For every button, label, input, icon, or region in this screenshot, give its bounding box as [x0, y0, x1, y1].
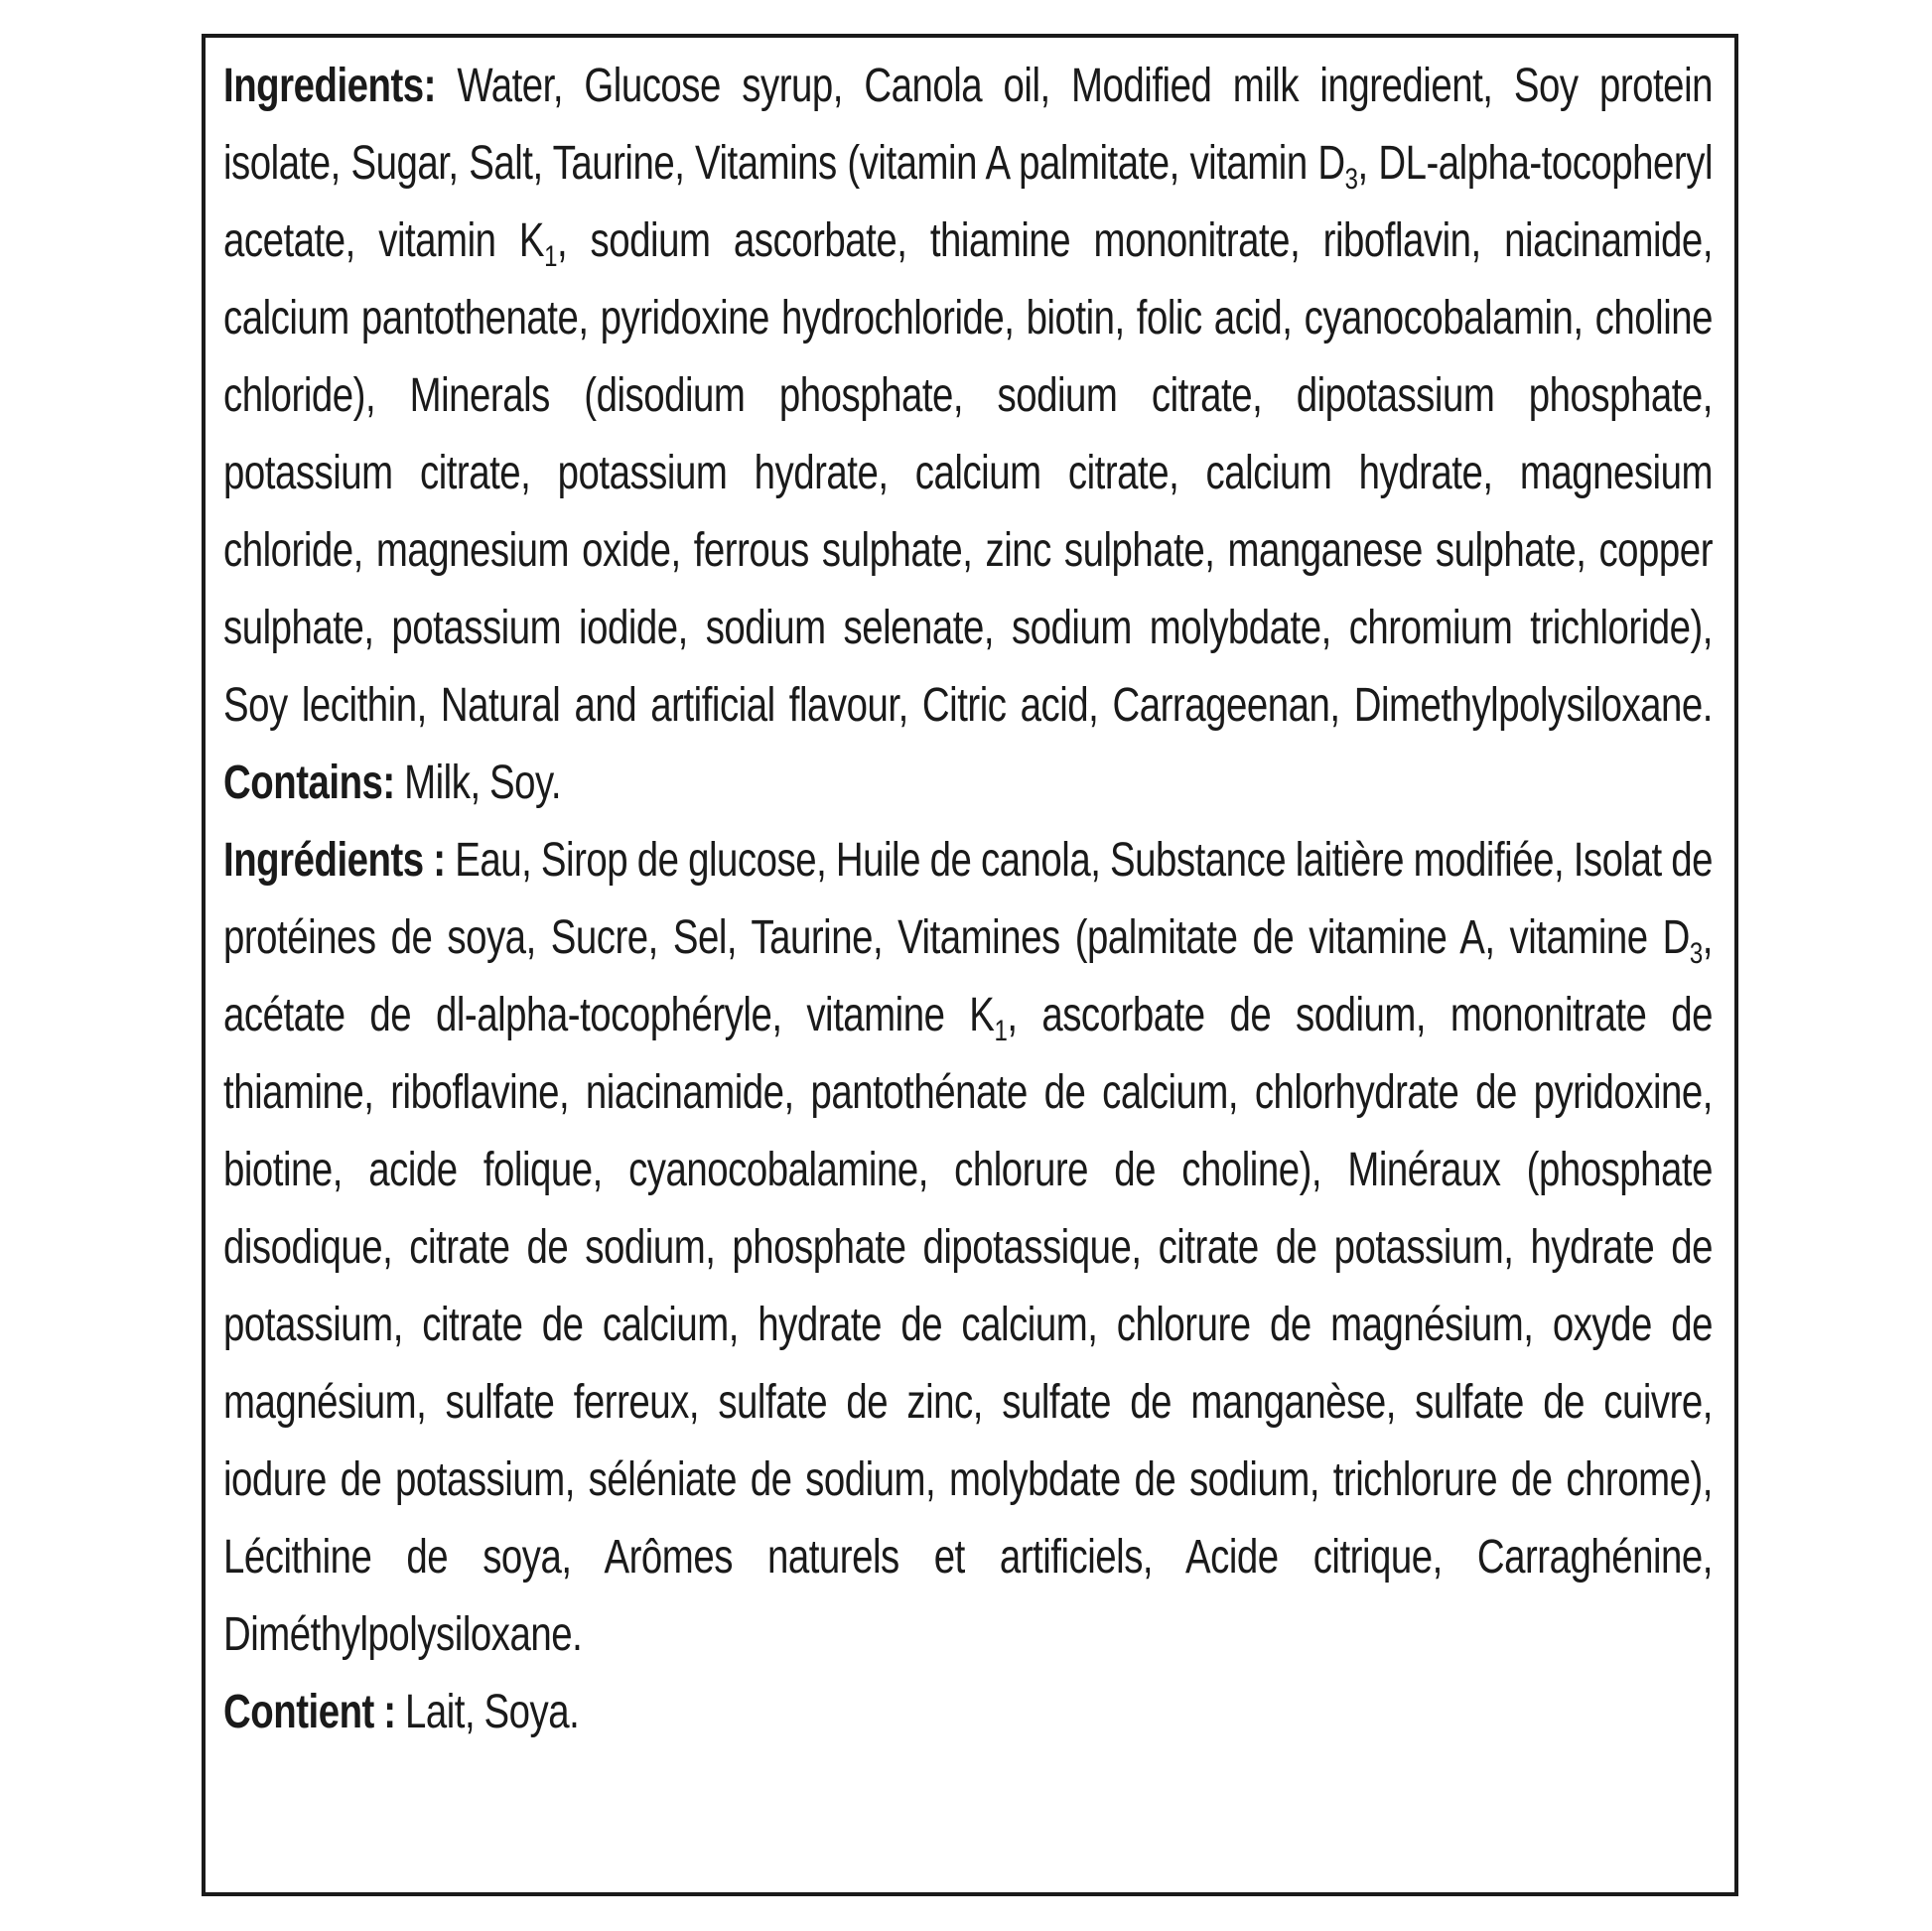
french-subscript-3: 3: [1689, 937, 1703, 970]
french-contains-paragraph: [223, 1674, 1713, 1751]
english-subscript-3: 3: [1344, 163, 1358, 196]
french-subscript-1: 1: [994, 1015, 1008, 1047]
french-ingredients-text-2: , acétate de dl-alpha-tocophéryle, vitamine K: [223, 911, 1713, 1041]
french-ingredients-text-1: Eau, Sirop de glucose, Huile de canola, Substance laitière modifiée, Isolat de protéines de soya, Sucre, Sel, Taurine, Vitamines (palmitate de vitamine A, vitamine D: [223, 834, 1714, 964]
english-ingredients-heading: Ingredients:: [223, 60, 436, 112]
english-contains-text: Milk, Soy.: [394, 757, 562, 809]
french-ingredients-paragraph: [223, 822, 1713, 1674]
english-ingredients-text-3: , sodium ascorbate, thiamine mononitrate, riboflavin, niacinamide, calcium pantothenate, pyridoxine hydrochloride, biotin, folic acid, cyanocobalamin, choline chloride), Minerals (disodium phosphate, sodium citrate, dipotassium phosphate, potassium citrate, potassium hydrate, calcium citrate, calcium hydrate, magnesium chloride, magnesium oxide, ferrous sulphate, zinc sulphate, manganese sulphate, copper sulphate, potassium iodide, sodium selenate, sodium molybdate, chromium trichloride), Soy lecithin, Natural and artificial flavour, Citric acid, Carrageenan, Dimethylpolysiloxane.: [223, 214, 1714, 732]
french-contains-text: Lait, Soya.: [395, 1686, 580, 1738]
english-ingredients-text-1: Water, Glucose syrup, Canola oil, Modified milk ingredient, Soy protein isolate, Sugar, Salt, Taurine, Vitamins (vitamin A palmitate, vitamin D: [223, 60, 1713, 190]
english-subscript-1: 1: [544, 240, 557, 273]
english-contains-heading: Contains:: [223, 757, 395, 809]
french-contains-heading: Contient :: [223, 1686, 396, 1738]
ingredients-label-box: [202, 34, 1738, 1896]
french-ingredients-heading: Ingrédients :: [223, 834, 446, 887]
english-ingredients-paragraph: [223, 48, 1713, 822]
french-ingredients-text-3: , ascorbate de sodium, mononitrate de thiamine, riboflavine, niacinamide, pantothénate de calcium, chlorhydrate de pyridoxine, biotine, acide folique, cyanocobalamine, chlorure de choline), Minéraux (phosphate disodique, citrate de sodium, phosphate dipotassique, citrate de potassium, hydrate de potassium, citrate de calcium, hydrate de calcium, chlorure de magnésium, oxyde de magnésium, sulfate ferreux, sulfate de zinc, sulfate de manganèse, sulfate de cuivre, iodure de potassium, séléniate de sodium, molybdate de sodium, trichlorure de chrome), Lécithine de soya, Arômes naturels et artificiels, Acide citrique, Carraghénine, Diméthylpolysiloxane.: [223, 989, 1713, 1661]
english-ingredients-text-2: , DL-alpha-tocopheryl acetate, vitamin K: [223, 137, 1713, 267]
